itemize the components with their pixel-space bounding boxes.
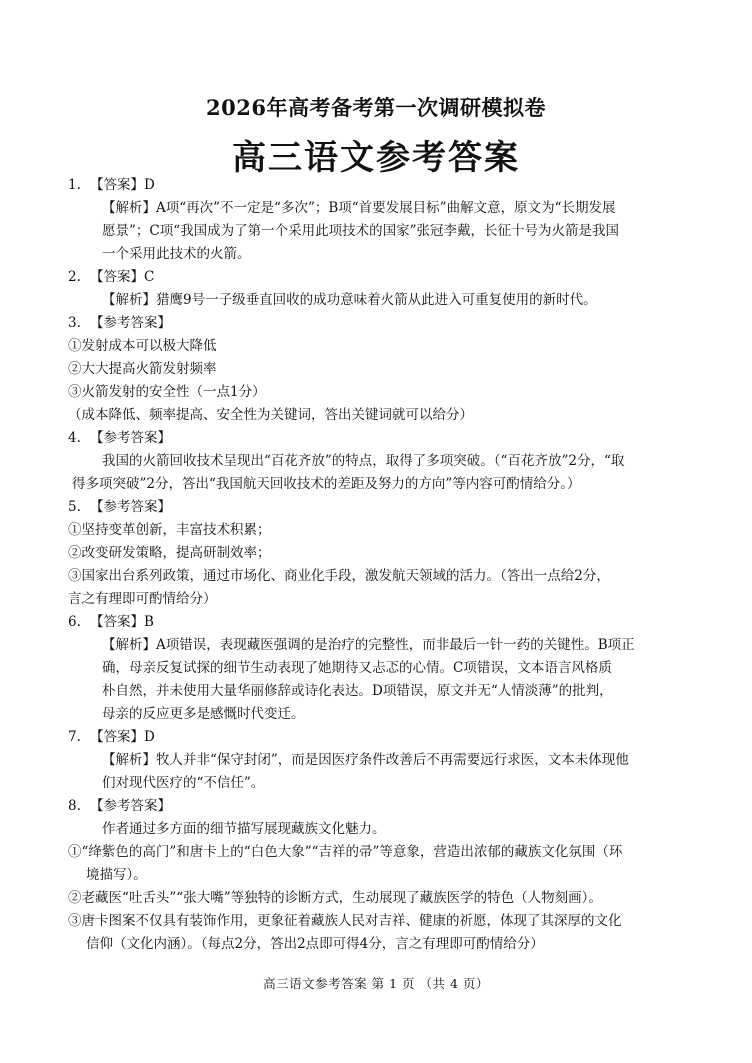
answer-text-line: 一个采用此技术的火箭。 bbox=[102, 246, 251, 262]
answer-text-line: 朴自然，并未使用大量华丽修辞或诗化表达。D项错误，原文并无“人情淡薄”的批判， bbox=[102, 683, 613, 699]
question-number: 4. bbox=[68, 430, 81, 446]
question-number: 8. bbox=[68, 798, 81, 814]
question-number: 2. bbox=[68, 269, 81, 285]
answer-text-line: ③火箭发射的安全性（一点1分） bbox=[68, 384, 266, 400]
answer-item bbox=[68, 427, 688, 496]
answer-item bbox=[68, 266, 688, 312]
answer-item bbox=[68, 496, 688, 611]
answer-text-line: ①“绛紫色的高门”和唐卡上的“白色大象”“吉祥的帚”等意象，营造出浓郁的藏族文化氛围（环 bbox=[68, 844, 623, 860]
answer-item bbox=[68, 174, 688, 266]
question-number: 3. bbox=[68, 315, 81, 331]
question-number: 5. bbox=[68, 499, 81, 515]
answer-text-line: ①坚持变革创新，丰富技术积累； bbox=[68, 522, 271, 538]
answer-text-line: ③国家出台系列政策，通过市场化、商业化手段，激发航天领域的活力。（答出一点给2分， bbox=[68, 568, 610, 584]
answer-label: 【答案】D bbox=[90, 729, 155, 745]
answer-heading bbox=[68, 312, 688, 335]
answer-item bbox=[68, 795, 688, 956]
answer-label: 【答案】D bbox=[90, 177, 155, 193]
answer-text-line: 信仰（文化内涵）。（每点2分，答出2点即可得4分，言之有理即可酌情给分） bbox=[86, 936, 544, 952]
answer-label: 【参考答案】 bbox=[90, 430, 171, 446]
answer-text-line: 们对现代医疗的“不信任”。 bbox=[102, 775, 265, 791]
answer-item bbox=[68, 611, 688, 726]
answer-label: 【答案】C bbox=[90, 269, 155, 285]
answer-heading bbox=[68, 174, 688, 197]
answer-text-line: 得多项突破”2分，答出“我国航天回收技术的差距及努力的方向”等内容可酌情给分。） bbox=[72, 476, 581, 492]
answer-text-line: 作者通过多方面的细节描写展现藏族文化魅力。 bbox=[102, 821, 386, 837]
answer-label: 【参考答案】 bbox=[90, 798, 171, 814]
answer-text-line: ②大大提高火箭发射频率 bbox=[68, 361, 217, 377]
question-number: 1. bbox=[68, 177, 81, 193]
answer-heading bbox=[68, 266, 688, 289]
answer-text-line: 【解析】牧人并非“保守封闭”，而是因医疗条件改善后不再需要远行求医，文本未体现他 bbox=[102, 752, 629, 768]
answer-text-line: ②老藏医“吐舌头”“张大嘴”等独特的诊断方式，生动展现了藏族医学的特色（人物刻画）。 bbox=[68, 890, 602, 906]
answer-text-line: 愿景”；C项“我国成为了第一个采用此项技术的国家”张冠李戴，长征十号为火箭是我国 bbox=[102, 223, 620, 239]
answer-text-line: 言之有理即可酌情给分） bbox=[68, 591, 217, 607]
answer-label: 【参考答案】 bbox=[90, 315, 171, 331]
answer-text-line: （成本降低、频率提高、安全性为关键词，答出关键词就可以给分） bbox=[68, 407, 473, 423]
question-number: 7. bbox=[68, 729, 81, 745]
question-number: 6. bbox=[68, 614, 81, 630]
answer-text-line: ②改变研发策略，提高研制效率； bbox=[68, 545, 271, 561]
answer-label: 【参考答案】 bbox=[90, 499, 171, 515]
answer-heading bbox=[68, 726, 688, 749]
answer-text-line: 确，母亲反复试探的细节生动表现了她期待又忐忑的心情。C项错误，文本语言风格质 bbox=[102, 660, 612, 676]
answer-text-line: 【解析】猎鹰9号一子级垂直回收的成功意味着火箭从此进入可重复使用的新时代。 bbox=[102, 292, 597, 308]
answer-text-line: 我国的火箭回收技术呈现出“百花齐放”的特点，取得了多项突破。（“百花齐放”2分，“取 bbox=[102, 453, 625, 469]
answer-list bbox=[68, 174, 688, 956]
answer-item bbox=[68, 726, 688, 795]
answer-text-line: 【解析】A项错误，表现藏医强调的是治疗的完整性，而非最后一针一药的关键性。B项正 bbox=[102, 637, 635, 653]
answer-label: 【答案】B bbox=[90, 614, 154, 630]
answer-heading bbox=[68, 496, 688, 519]
answer-heading bbox=[68, 427, 688, 450]
answer-heading bbox=[68, 795, 688, 818]
answer-text-line: 【解析】A项“再次”不一定是“多次”；B项“首要发展目标”曲解文意，原文为“长期发展 bbox=[102, 200, 616, 216]
page-footer: 高三语文参考答案 第 1 页 （共 4 页） bbox=[263, 976, 489, 991]
answer-text-line: ①发射成本可以极大降低 bbox=[68, 338, 217, 354]
page-title: 高三语文参考答案 bbox=[232, 138, 520, 178]
answer-heading bbox=[68, 611, 688, 634]
answer-text-line: 母亲的反应更多是感慨时代变迁。 bbox=[102, 706, 305, 722]
answer-text-line: ③唐卡图案不仅具有装饰作用，更象征着藏族人民对吉祥、健康的祈愿，体现了其深厚的文化 bbox=[68, 913, 622, 929]
answer-text-line: 境描写）。 bbox=[86, 867, 147, 883]
exam-subtitle: 2026年高考备考第一次调研模拟卷 bbox=[206, 95, 546, 120]
answer-item bbox=[68, 312, 688, 427]
